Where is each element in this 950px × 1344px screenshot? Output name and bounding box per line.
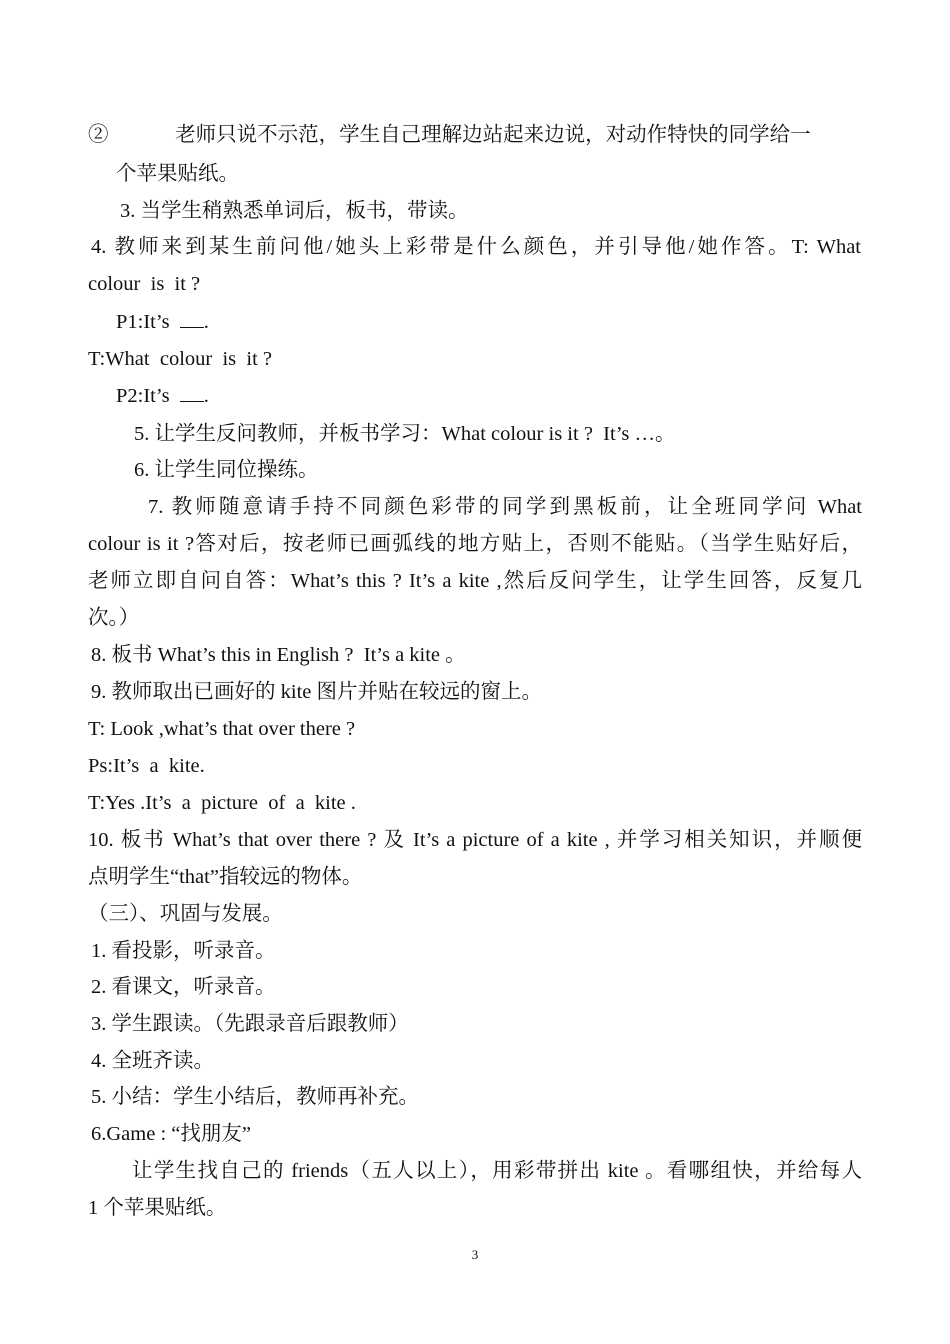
line-10: 6. 让学生同位操练。 (134, 459, 319, 481)
line-23: 1. 看投影，听录音。 (91, 940, 276, 962)
line-13: 老师立即自问自答：What’s this ? It’s a kite ,然后反问学生，让学生回答，反复几 (88, 570, 862, 592)
line-14: 次。） (88, 607, 140, 629)
line-30: 1 个苹果贴纸。 (88, 1197, 227, 1219)
line-28: 6.Game : “找朋友” (91, 1123, 251, 1145)
line-9: 5. 让学生反问教师，并板书学习：What colour is it ? It’s …。 (134, 423, 676, 445)
line-3: 3. 当学生稍熟悉单词后，板书，带读。 (120, 200, 469, 222)
line-17: T: Look ,what’s that over there ? (88, 718, 356, 740)
line-26: 4. 全班齐读。 (91, 1050, 214, 1072)
answer-blank-1 (180, 309, 204, 328)
line-8-text: P2:It’s (116, 385, 180, 407)
line-21: 点明学生“that”指较远的物体。 (88, 866, 363, 888)
line-12: colour is it ?答对后，按老师已画弧线的地方贴上，否则不能贴。（当学生贴好后， (88, 533, 862, 555)
line-15: 8. 板书 What’s this in English ? It’s a kite 。 (91, 644, 466, 666)
answer-blank-2 (180, 383, 204, 402)
line-4: 4. 教师来到某生前问他/她头上彩带是什么颜色，并引导他/她作答。T: What (91, 236, 861, 258)
line-8-suffix: . (203, 385, 209, 407)
line-6-suffix: . (203, 311, 209, 333)
line-19: T:Yes .It’s a picture of a kite . (88, 792, 356, 814)
line-6-text: P1:It’s (116, 311, 180, 333)
line-5: colour is it ? (88, 273, 201, 295)
line-27: 5. 小结：学生小结后，教师再补充。 (91, 1086, 419, 1108)
line-7: T:What colour is it ? (88, 348, 272, 370)
line-25: 3. 学生跟读。（先跟录音后跟教师） (91, 1013, 409, 1035)
line-20: 10. 板书 What’s that over there ? 及 It’s a picture of a kite , 并学习相关知识，并顺便 (88, 829, 862, 851)
line-24: 2. 看课文，听录音。 (91, 976, 276, 998)
line-18: Ps:It’s a kite. (88, 755, 205, 777)
line-22: （三）、巩固与发展。 (88, 903, 283, 925)
line-16: 9. 教师取出已画好的 kite 图片并贴在较远的窗上。 (91, 681, 542, 703)
page-number: 3 (471, 1247, 479, 1262)
line-1: ② 老师只说不示范，学生自己理解边站起来边说，对动作特快的同学给一 (88, 124, 811, 146)
line-11: 7. 教师随意请手持不同颜色彩带的同学到黑板前，让全班同学问 What (148, 496, 862, 518)
line-6 (116, 308, 890, 336)
line-2: 个苹果贴纸。 (116, 163, 239, 185)
line-29: 让学生找自己的 friends（五人以上），用彩带拼出 kite 。看哪组快，并给每人 (132, 1160, 862, 1182)
line-8 (116, 382, 890, 410)
